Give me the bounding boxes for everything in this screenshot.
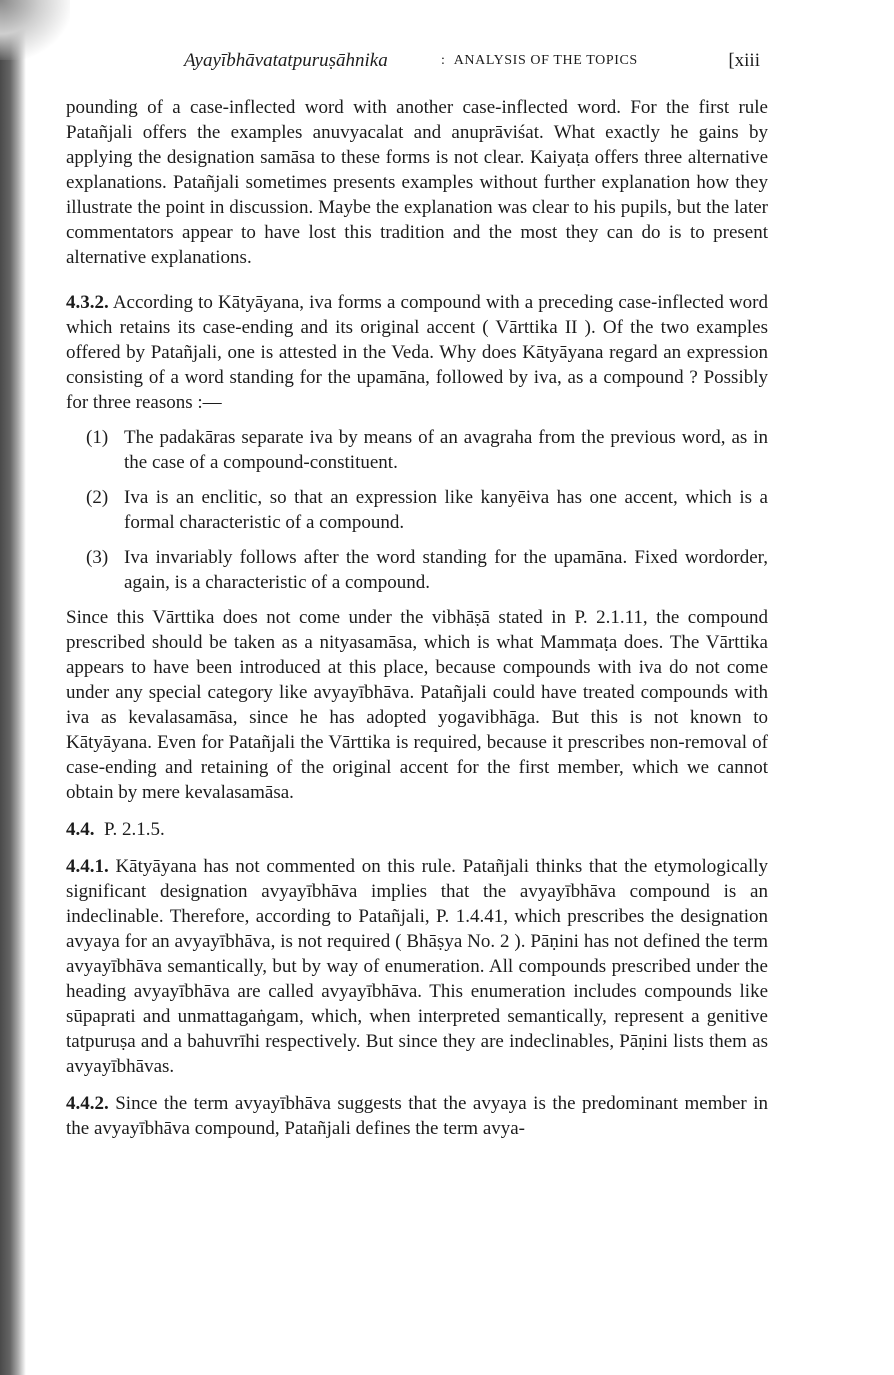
list-item-text: Iva is an enclitic, so that an expression like kanyēiva has one accent, which is a formal characteristic of a compound. bbox=[124, 487, 768, 533]
list-item-number: (3) bbox=[86, 547, 109, 568]
paragraph-since: Since this Vārttika does not come under the vibhāṣā stated in P. 2.1.11, the compound prescribed should be taken as a nityasamāsa, which is what Mammaṭa does. The Vārttika appears to have been introduced at this place, because compounds with iva do not come under any special category like avyayībhāva. Patañjali could have treated compounds with iva as kevalasamāsa, since he has adopted yogavibhāga. But this is not known to Kātyāyana. Even for Patañjali the Vārttika is required, because it prescribes non-removal of case-ending and retaining of the original accent for the first member, which we cannot obtain by mere kevalasamāsa. bbox=[66, 607, 768, 803]
header-separator: : bbox=[441, 53, 446, 68]
page-number: [xiii bbox=[728, 50, 760, 71]
section-4-4-2 bbox=[66, 1091, 768, 1141]
list-item bbox=[66, 425, 768, 475]
section-number: 4.3.2. bbox=[66, 292, 109, 313]
section-number: 4.4.1. bbox=[66, 856, 109, 877]
header-topic-text: ANALYSIS OF THE TOPICS bbox=[453, 53, 638, 68]
header-topic bbox=[441, 53, 638, 69]
section-text: Kātyāyana has not commented on this rule. Patañjali thinks that the etymologically significant designation avyayībhāva implies that the avyayībhāva compound is an indeclinable. Therefore, according to Patañjali, P. 1.4.41, which prescribes the designation avyaya for an avyayībhāva, is not required ( Bhāṣya No. 2 ). Pāṇini has not defined the term avyayībhāva semantically, but by way of enumeration. All compounds prescribed under the heading avyayībhāva are called avyayībhāva. This enumeration includes compounds like sūpaprati and unmattagaṅgam, which, when interpreted semantically, represent a genitive tatpuruṣa and a bahuvrīhi respectively. But since they are indeclinables, Pāṇini lists them as avyayībhāvas. bbox=[66, 856, 768, 1077]
section-number: 4.4.2. bbox=[66, 1093, 109, 1114]
running-header bbox=[60, 50, 760, 80]
list-item-text: The padakāras separate iva by means of an avagraha from the previous word, as in the case of a compound-constituent. bbox=[124, 427, 768, 473]
list-item-number: (1) bbox=[86, 427, 109, 448]
section-text: Since the term avyayībhāva suggests that the avyaya is the predominant member in the avyayībhāva compound, Patañjali defines the term avya- bbox=[66, 1093, 769, 1139]
header-title: Ayayībhāvatatpuruṣāhnika bbox=[184, 50, 388, 71]
list-item-text: Iva invariably follows after the word standing for the upamāna. Fixed wordorder, again, is a characteristic of a compound. bbox=[124, 547, 768, 593]
list-item bbox=[66, 545, 768, 595]
list-item bbox=[66, 485, 768, 535]
book-spine-shadow bbox=[0, 0, 26, 1375]
section-number: 4.4. bbox=[66, 819, 95, 840]
paragraph-continuation: pounding of a case-inflected word with another case-inflected word. For the first rule Patañjali offers the examples anuvyacalat and anuprāviśat. What exactly he gains by applying the designation samāsa to these forms is not clear. Kaiyaṭa offers three alternative explanations. Patañjali sometimes presents examples without further explanation how they illustrate the point in discussion. Maybe the explanation was clear to his pupils, but the later commentators appear to have lost this tradition and the most they can do is to present alternative explanations. bbox=[66, 97, 768, 268]
section-4-4 bbox=[66, 817, 768, 842]
section-text: P. 2.1.5. bbox=[104, 819, 165, 840]
section-4-3-2 bbox=[66, 290, 768, 415]
list-item-number: (2) bbox=[86, 487, 109, 508]
section-4-4-1 bbox=[66, 854, 768, 1079]
section-text: According to Kātyāyana, iva forms a compound with a preceding case-inflected word which retains its case-ending and its original accent ( Vārttika II ). Of the two examples offered by Patañjali, one is attested in the Veda. Why does Kātyāyana regard an expression consisting of a word standing for the upamāna, followed by iva, as a compound ? Possibly for three reasons :— bbox=[66, 292, 768, 413]
page-body bbox=[66, 95, 768, 1141]
